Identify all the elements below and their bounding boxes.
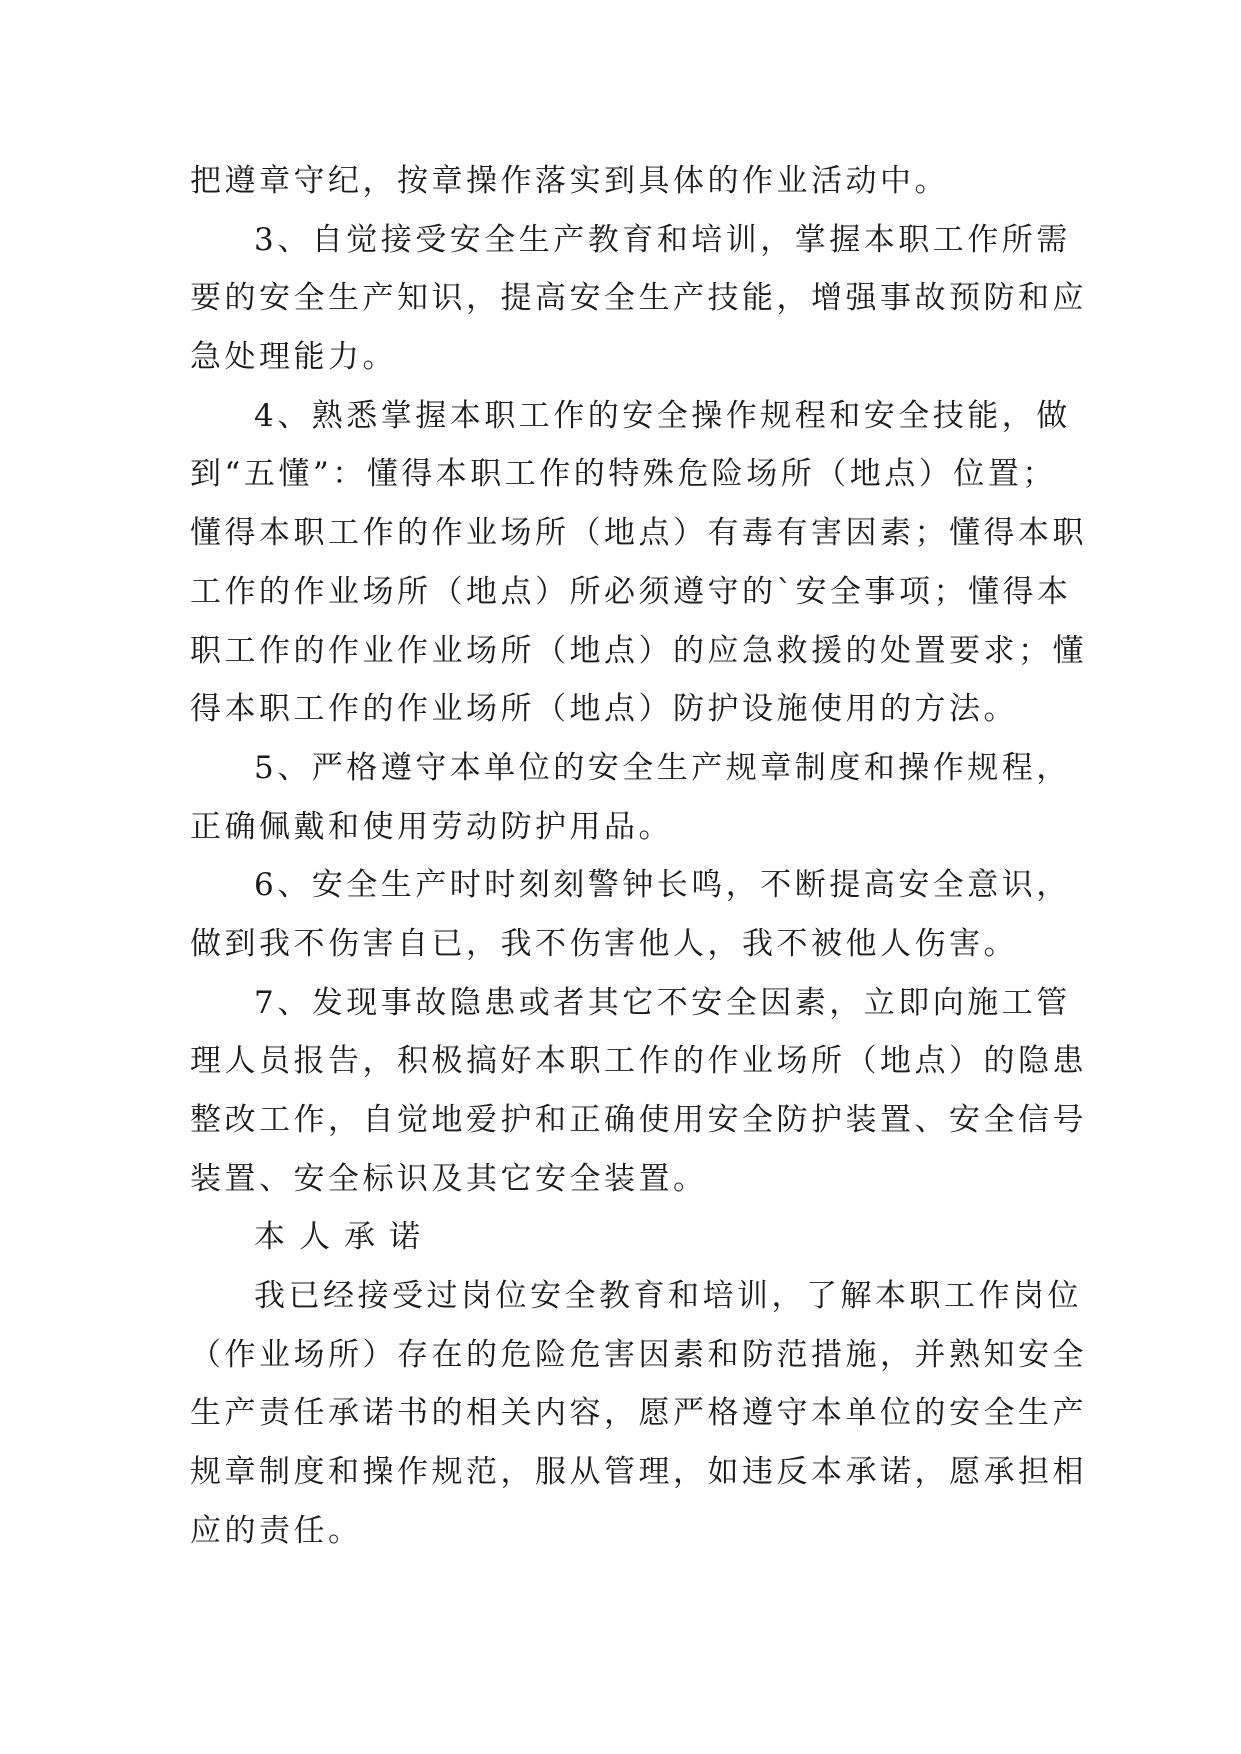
text-line: 应的责任。	[190, 1512, 363, 1549]
text-line: 急处理能力。	[190, 339, 397, 376]
text-line: 职工作的作业作业场所（地点）的应急救援的处置要求；懂	[190, 632, 1087, 669]
text-line: 工作的作业场所（地点）所必须遵守的`安全事项；懂得本	[190, 573, 1072, 610]
text-line: 正确佩戴和使用劳动防护用品。	[190, 808, 673, 845]
text-line: 理人员报告，积极搞好本职工作的作业场所（地点）的隐患	[190, 1043, 1087, 1080]
text-line: 生产责任承诺书的相关内容，愿严格遵守本单位的安全生产	[190, 1395, 1087, 1432]
document-body	[190, 152, 1087, 1561]
text-line: 3、自觉接受安全生产教育和培训，掌握本职工作所需	[254, 221, 1071, 258]
text-line: 整改工作，自觉地爱护和正确使用安全防护装置、安全信号	[190, 1102, 1087, 1138]
text-line: 得本职工作的作业场所（地点）防护设施使用的方法。	[190, 691, 1018, 728]
text-line: 6、安全生产时时刻刻警钟长鸣，不断提高安全意识，	[254, 867, 1071, 904]
text-line: 懂得本职工作的作业场所（地点）有毒有害因素；懂得本职	[190, 515, 1087, 552]
text-line: 规章制度和操作规范，服从管理，如违反本承诺，愿承担相	[190, 1454, 1087, 1491]
text-line: 把遵章守纪，按章操作落实到具体的作业活动中。	[190, 163, 949, 199]
text-line: 做到我不伤害自已，我不伤害他人，我不被他人伤害。	[190, 925, 1018, 962]
text-line: 到“五懂”：懂得本职工作的特殊危险场所（地点）位置；	[190, 456, 1057, 493]
text-line: 5、严格遵守本单位的安全生产规章制度和操作规程，	[254, 749, 1071, 786]
text-line: 7、发现事故隐患或者其它不安全因素，立即向施工管	[254, 984, 1071, 1021]
text-line: 要的安全生产知识，提高安全生产技能，增强事故预防和应	[190, 280, 1087, 317]
section-heading: 本人承诺	[254, 1219, 434, 1256]
text-line: （作业场所）存在的危险危害因素和防范措施，并熟知安全	[190, 1336, 1087, 1373]
text-line: 装置、安全标识及其它安全装置。	[190, 1160, 708, 1197]
text-line: 我已经接受过岗位安全教育和培训，了解本职工作岗位	[254, 1278, 1082, 1315]
text-line: 4、熟悉掌握本职工作的安全操作规程和安全技能，做	[254, 397, 1071, 434]
